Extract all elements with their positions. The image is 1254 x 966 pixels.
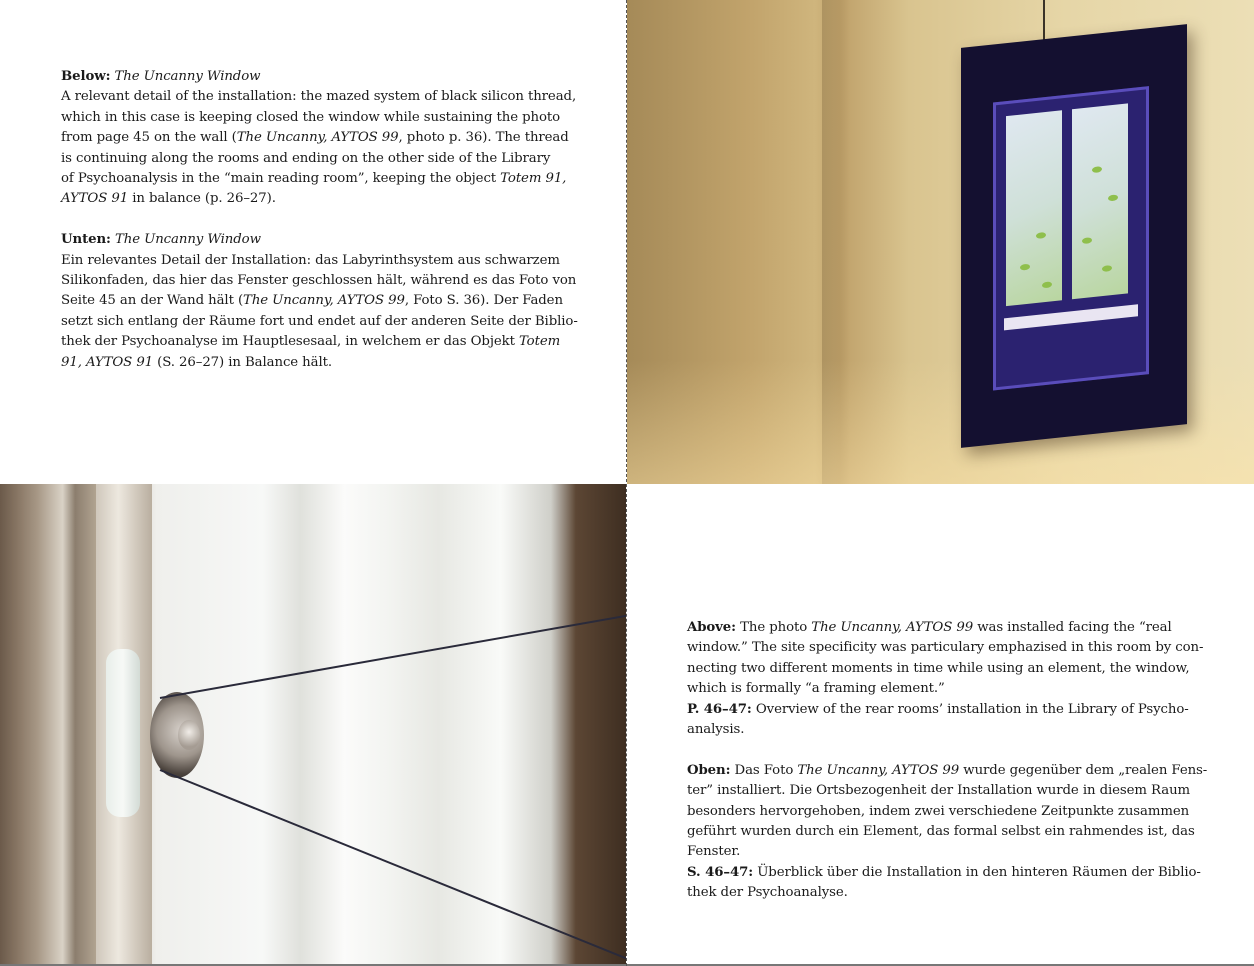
caption-line: [61, 271, 578, 291]
caption-text: Das Foto: [730, 762, 798, 778]
caption-body: [61, 251, 578, 373]
caption-label: Below:: [61, 69, 111, 84]
caption-above-german: [687, 761, 1207, 904]
caption-line: [61, 353, 578, 373]
caption-line: [687, 720, 1207, 740]
window-frame: [993, 86, 1149, 390]
caption-text: Totem: [518, 334, 561, 350]
caption-line: [61, 149, 578, 169]
caption-line: [687, 638, 1207, 658]
photo-framed-window-on-wall: [627, 0, 1254, 484]
caption-text: A relevant detail of the installation: the mazed system of black silicon thread,: [61, 89, 577, 105]
caption-text: The Uncanny, AYTOS 99: [811, 620, 974, 635]
caption-text: 91, AYTOS 91: [61, 354, 154, 370]
caption-below-english: [61, 67, 578, 210]
caption-text: geführt wurden durch ein Element, das formal selbst ein rahmendes ist, das: [687, 824, 1195, 840]
caption-title: The Uncanny Window: [114, 69, 261, 84]
window-latch-plate: [106, 649, 140, 817]
caption-line: [687, 863, 1207, 883]
caption-text: S. 46–47:: [687, 864, 754, 880]
caption-heading: [61, 67, 578, 87]
caption-line: [687, 700, 1207, 720]
caption-line: [61, 251, 578, 271]
caption-line: [61, 108, 578, 128]
caption-text: of Psychoanalysis in the “main reading room”, keeping the object: [61, 171, 501, 187]
caption-text: Above:: [687, 620, 736, 635]
caption-line: [687, 883, 1207, 903]
framed-window-photo: [961, 24, 1187, 448]
page-gutter-divider: [626, 0, 627, 966]
caption-line: [61, 332, 578, 352]
caption-above-english: [687, 618, 1207, 740]
caption-line: [687, 679, 1207, 699]
black-silicon-thread-upper: [160, 614, 626, 699]
caption-line: [687, 781, 1207, 801]
caption-text: thek der Psychoanalyse im Hauptlesesaal, in welchem er das Objekt: [61, 334, 519, 350]
caption-text: Ein relevantes Detail der Installation: das Labyrinthsystem aus schwarzem: [61, 252, 560, 268]
caption-text: , photo p. 36). The thread: [398, 130, 569, 146]
caption-text: AYTOS 91: [61, 191, 129, 207]
caption-text: Silikonfaden, das hier das Fenster geschlossen hält, während es das Foto von: [61, 273, 577, 289]
caption-text: is continuing along the rooms and ending on the other side of the Library: [61, 150, 551, 166]
caption-text: besonders hervorgehoben, indem zwei verschiedene Zeitpunkte zusammen: [687, 803, 1190, 819]
caption-below-german: [61, 230, 578, 373]
caption-line: [61, 128, 578, 148]
caption-line: [687, 618, 1207, 638]
caption-line: [687, 842, 1207, 862]
black-silicon-thread-lower: [160, 769, 626, 964]
caption-text: window.” The site specificity was particulary emphazised in this room by con-: [687, 640, 1204, 656]
caption-text: The photo: [735, 620, 812, 635]
caption-line: [61, 312, 578, 332]
photo-thread-on-window-latch: [0, 484, 626, 964]
caption-below: [61, 67, 578, 393]
caption-text: setzt sich entlang der Räume fort und endet auf der anderen Seite der Biblio-: [61, 313, 578, 329]
caption-line: [61, 189, 578, 209]
caption-text: from page 45 on the wall (: [61, 130, 237, 146]
caption-line: [61, 169, 578, 189]
caption-body: [61, 87, 578, 209]
caption-line: [687, 659, 1207, 679]
caption-text: P. 46–47:: [687, 701, 752, 717]
caption-text: analysis.: [687, 722, 745, 738]
caption-text: Totem 91,: [500, 171, 567, 187]
caption-text: Oben:: [687, 762, 731, 778]
caption-text: was installed facing the “real: [973, 620, 1172, 635]
caption-text: The Uncanny, AYTOS 99: [243, 293, 405, 309]
caption-line: [687, 802, 1207, 822]
caption-line: [61, 87, 578, 107]
caption-text: Überblick über die Installation in den hinteren Räumen der Biblio-: [753, 864, 1201, 880]
caption-text: (S. 26–27) in Balance hält.: [153, 354, 332, 370]
window-pane-left: [1006, 110, 1062, 306]
caption-line: [687, 761, 1207, 781]
caption-text: thek der Psychoanalyse.: [687, 885, 848, 901]
caption-text: Overview of the rear rooms’ installation in the Library of Psycho-: [751, 701, 1189, 717]
caption-text: which in this case is keeping closed the window while sustaining the photo: [61, 109, 561, 125]
caption-text: The Uncanny, AYTOS 99: [797, 762, 960, 778]
caption-text: Fenster.: [687, 844, 741, 860]
caption-text: which is formally “a framing element.”: [687, 681, 945, 697]
caption-text: necting two different moments in time while using an element, the window,: [687, 660, 1190, 676]
caption-label: Unten:: [61, 232, 111, 248]
caption-text: , Foto S. 36). Der Faden: [404, 293, 563, 309]
caption-text: in balance (p. 26–27).: [128, 191, 276, 207]
caption-title: The Uncanny Window: [114, 232, 261, 248]
window-sill: [1004, 304, 1138, 330]
caption-above: [687, 618, 1207, 924]
caption-line: [687, 822, 1207, 842]
caption-text: wurde gegenüber dem „realen Fens-: [959, 762, 1208, 778]
window-pane-right: [1072, 103, 1128, 299]
caption-line: [61, 291, 578, 311]
caption-text: Seite 45 an der Wand hält (: [61, 293, 244, 309]
caption-text: The Uncanny, AYTOS 99: [236, 130, 399, 146]
caption-heading: [61, 230, 578, 250]
window-latch-pin: [178, 720, 200, 750]
caption-text: ter” installiert. Die Ortsbezogenheit der Installation wurde in diesem Raum: [687, 783, 1191, 799]
